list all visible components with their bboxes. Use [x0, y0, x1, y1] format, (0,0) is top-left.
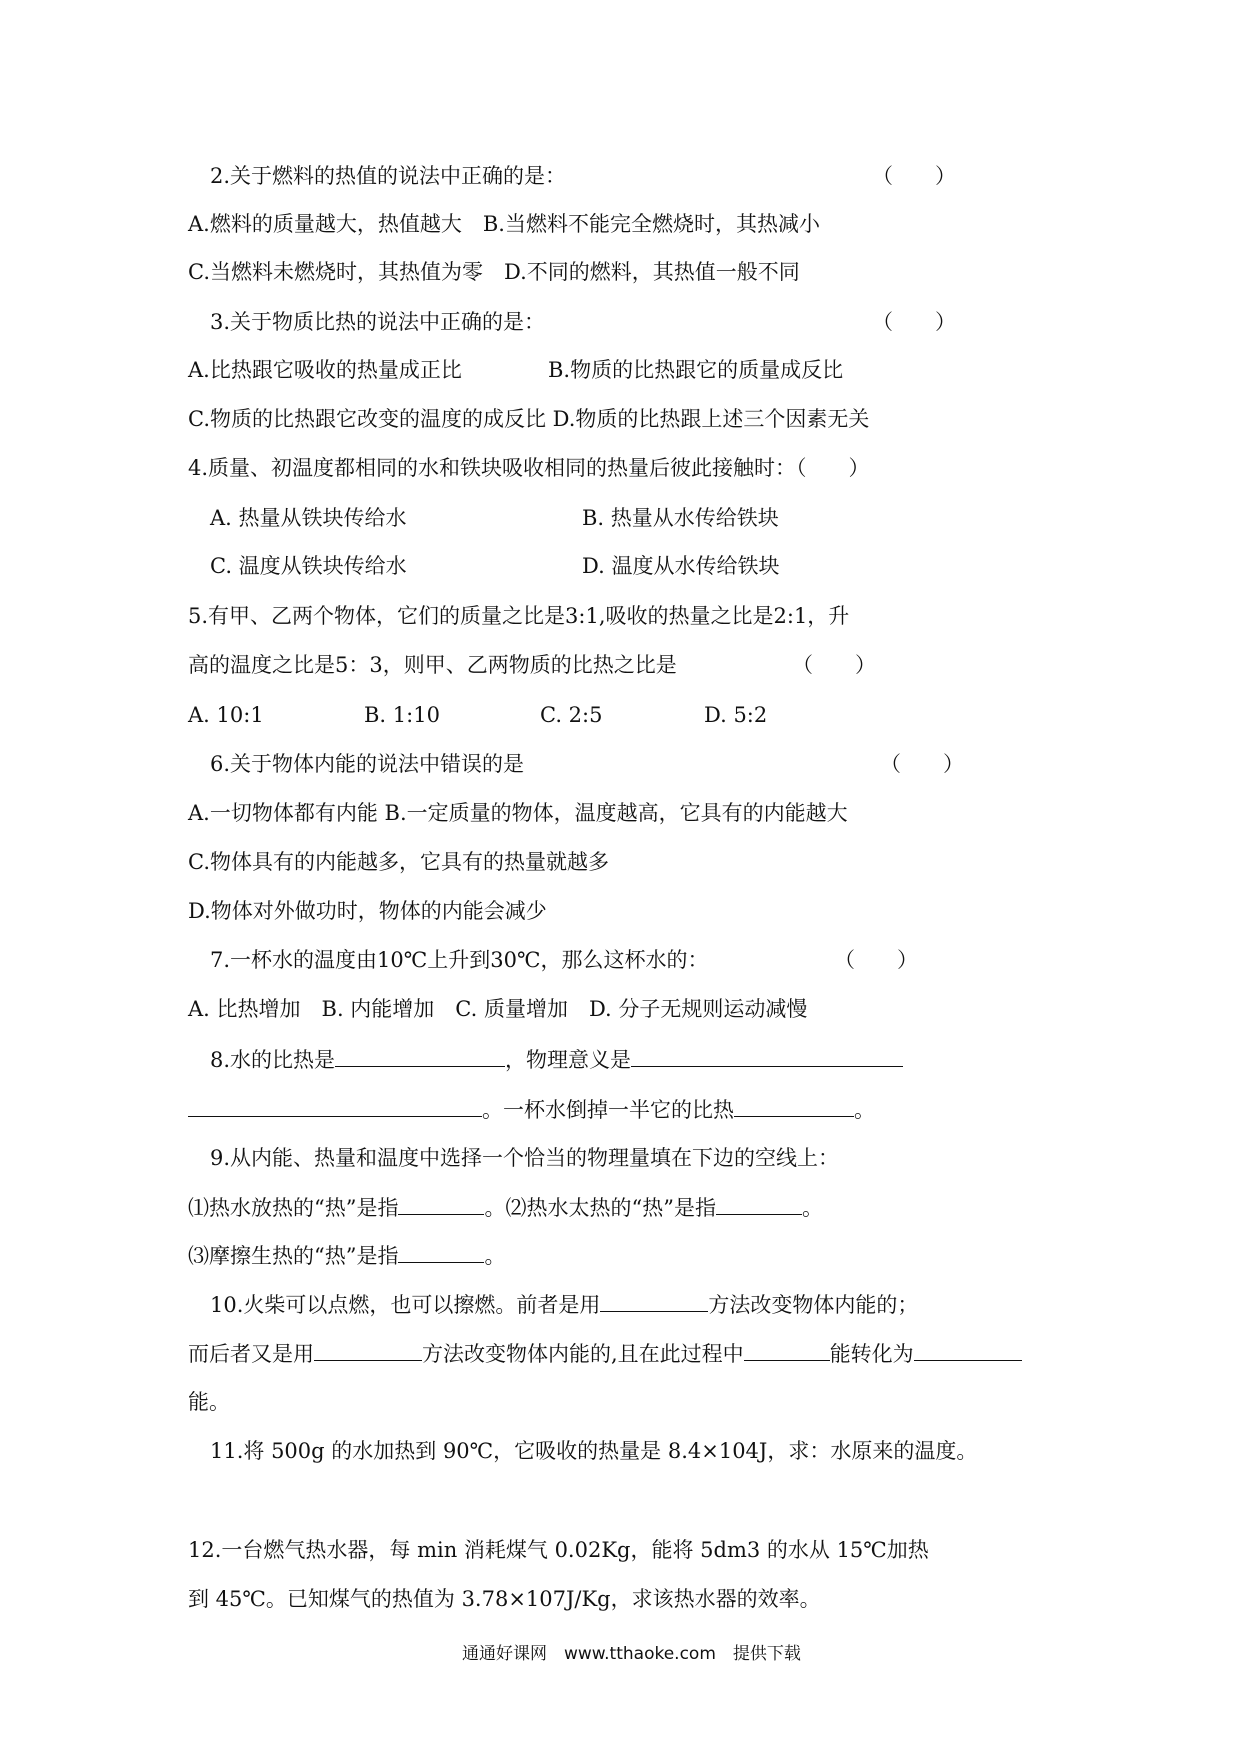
q10-text-b: 方法改变物体内能的； — [708, 1293, 919, 1317]
q9-part3-end: 。 — [484, 1244, 506, 1268]
q8-prefix: 8.水的比热是 — [210, 1048, 336, 1072]
q8-end: 。 — [854, 1098, 875, 1122]
q9-line1 — [188, 1194, 823, 1221]
q5-line2: 高的温度之比是5：3，则甲、乙两物质的比热之比是 — [188, 653, 677, 677]
q8-suffix: 。一杯水倒掉一半它的比热 — [482, 1098, 734, 1122]
q5-option-a: A. 10:1 — [188, 703, 264, 727]
q9-line2 — [188, 1242, 505, 1269]
q9-part2: ⑵热水太热的“热”是指 — [505, 1196, 716, 1220]
q9-part1: ⑴热水放热的“热”是指 — [188, 1196, 399, 1220]
q2-answer-paren: （ ） — [872, 164, 956, 188]
q6-option-d: D.物体对外做功时，物体的内能会减少 — [188, 899, 547, 923]
q12-line1: 12.一台燃气热水器，每 min 消耗煤气 0.02Kg，能将 5dm3 的水从 15℃加热 — [188, 1538, 929, 1562]
q9-blank-3[interactable] — [398, 1242, 484, 1263]
q5-answer-paren: （ ） — [792, 653, 876, 677]
q3-options-cd: C.物质的比热跟它改变的温度的成反比 D.物质的比热跟上述三个因素无关 — [188, 407, 870, 431]
q9-part3: ⑶摩擦生热的“热”是指 — [188, 1244, 399, 1268]
q8-blank-meaning[interactable] — [631, 1046, 903, 1067]
q10-text-e: 能转化为 — [829, 1342, 914, 1366]
q5-option-c: C. 2:5 — [540, 703, 603, 727]
q6-option-c: C.物体具有的内能越多，它具有的热量就越多 — [188, 850, 609, 874]
q4-option-d: D. 温度从水传给铁块 — [582, 554, 780, 578]
q4-option-c: C. 温度从铁块传给水 — [210, 554, 407, 578]
q5-line1: 5.有甲、乙两个物体，它们的质量之比是3:1,吸收的热量之比是2:1，升 — [188, 604, 850, 628]
q10-line2 — [188, 1340, 1022, 1367]
q8-blank-meaning-cont[interactable] — [188, 1096, 482, 1117]
q12-line2: 到 45℃。已知煤气的热值为 3.78×107J/Kg，求该热水器的效率。 — [188, 1587, 821, 1611]
q7-answer-paren: （ ） — [834, 948, 918, 972]
q7-options: A. 比热增加 B. 内能增加 C. 质量增加 D. 分子无规则运动减慢 — [188, 997, 808, 1021]
q6-stem: 6.关于物体内能的说法中错误的是 — [210, 752, 525, 776]
q9-blank-2[interactable] — [716, 1194, 802, 1215]
q8-line1 — [210, 1046, 903, 1073]
q9-stem: 9.从内能、热量和温度中选择一个恰当的物理量填在下边的空线上： — [210, 1146, 840, 1170]
q3-option-b: B.物质的比热跟它的质量成反比 — [548, 358, 844, 382]
q10-line3: 能。 — [188, 1390, 230, 1414]
q2-stem: 2.关于燃料的热值的说法中正确的是： — [210, 164, 567, 188]
q8-blank-specific-heat[interactable] — [335, 1046, 505, 1067]
q4-option-a: A. 热量从铁块传给水 — [210, 506, 407, 530]
q10-line1 — [210, 1291, 918, 1318]
q10-blank-3[interactable] — [744, 1340, 830, 1361]
page-footer: 通通好课网 www.tthaoke.com 提供下载 — [462, 1644, 801, 1664]
q10-text-a: 10.火柴可以点燃，也可以擦燃。前者是用 — [210, 1293, 601, 1317]
q9-blank-1[interactable] — [398, 1194, 484, 1215]
q6-options-ab: A.一切物体都有内能 B.一定质量的物体，温度越高，它具有的内能越大 — [188, 801, 848, 825]
q3-stem: 3.关于物质比热的说法中正确的是： — [210, 310, 546, 334]
q8-middle: ，物理意义是 — [505, 1048, 632, 1072]
q4-stem: 4.质量、初温度都相同的水和铁块吸收相同的热量后彼此接触时：（ ） — [188, 456, 870, 480]
q10-text-c: 而后者又是用 — [188, 1342, 314, 1366]
q10-blank-4[interactable] — [914, 1340, 1022, 1361]
q3-answer-paren: （ ） — [872, 310, 956, 334]
q10-text-d: 方法改变物体内能的,且在此过程中 — [422, 1342, 744, 1366]
q5-option-d: D. 5:2 — [704, 703, 768, 727]
q4-option-b: B. 热量从水传给铁块 — [582, 506, 779, 530]
q10-blank-1[interactable] — [600, 1291, 708, 1312]
q2-options-cd: C.当燃料未燃烧时，其热值为零 D.不同的燃料，其热值一般不同 — [188, 260, 800, 284]
q11-text: 11.将 500g 的水加热到 90℃，它吸收的热量是 8.4×104J，求：水原来的温度。 — [210, 1439, 978, 1463]
q6-answer-paren: （ ） — [880, 752, 964, 776]
q8-blank-half-cup[interactable] — [734, 1096, 854, 1117]
q5-option-b: B. 1:10 — [364, 703, 440, 727]
q9-part2-end: 。 — [801, 1196, 823, 1220]
q2-options-ab: A.燃料的质量越大，热值越大 B.当燃料不能完全燃烧时，其热减小 — [188, 212, 820, 236]
q8-line2 — [188, 1096, 875, 1123]
q9-part1-end: 。 — [484, 1196, 506, 1220]
q10-blank-2[interactable] — [314, 1340, 422, 1361]
q3-option-a: A.比热跟它吸收的热量成正比 — [188, 358, 462, 382]
q7-stem: 7.一杯水的温度由10℃上升到30℃，那么这杯水的： — [210, 948, 709, 972]
